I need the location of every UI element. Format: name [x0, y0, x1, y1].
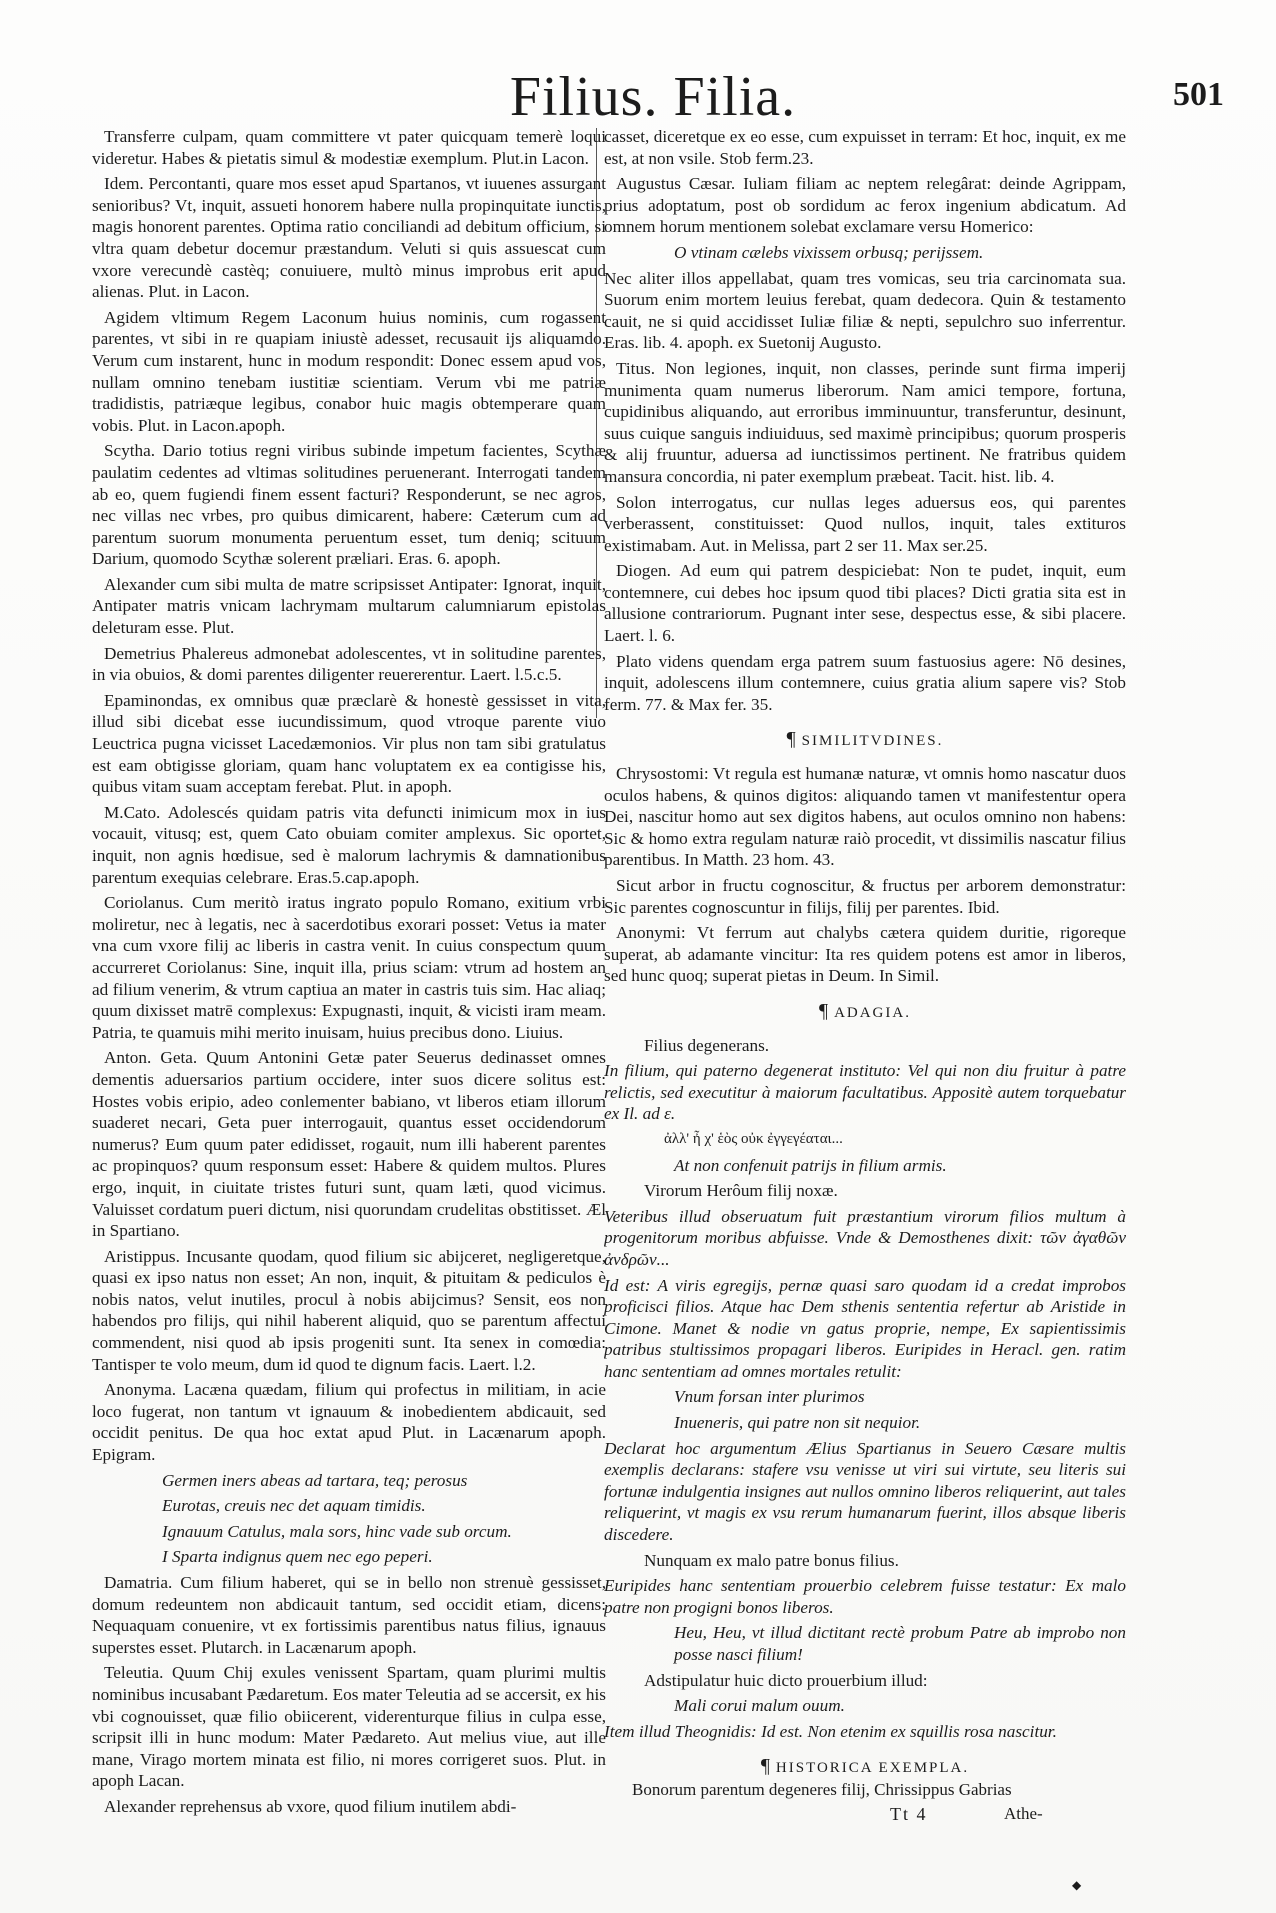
right-entry: casset, diceretque ex eo esse, cum expuisset in terram: Et hoc, inquit, ex me est, at non vsile. Stob ferm.23. [604, 127, 1126, 168]
right-entry: Augustus Cæsar. Iuliam filiam ac neptem relegârat: deinde Agrippam, prius adoptatum, post ob sordidum ac ferox ingenium abdicatum. Ad omnem horum mentionem solebat exclamare versu Homerico: [604, 174, 1126, 237]
adage-heading: Nunquam ex malo patre bonus filius. [644, 1550, 899, 1570]
section-heading-historica [604, 1756, 1126, 1780]
left-entry: Aristippus. Incusante quodam, quod filium sic abijceret, negligeretque, quasi ex ipso natus non esset; An non, inquit, & pituitam & pediculos è nobis natos, velut inutiles, procul à nobis abijcimus? Sensit, eos non habendos pro filijs, qui nihil haberent aliquid, quo se parentum affectui commendent, nisi quod ab ipsis progeniti sunt. Ita senex in comœdia: Tantisper te volo meum, dum id quod te dignum facis. Laert. l.2. [92, 1246, 606, 1374]
section-label: HISTORICA EXEMPLA. [775, 1760, 970, 1777]
pilcrow-icon: ¶ [786, 728, 796, 751]
pilcrow-icon: ¶ [760, 1755, 770, 1778]
right-entry: Titus. Non legiones, inquit, non classes, perinde sunt firma imperij munimenta quam numerus liberorum. Nam amici tempore, fortuna, cupidinibus aliquando, aut erroribus imminuuntur, transferuntur, desinunt, suus cuique sanguis indiuiduus, sed maximè principibus; quorum prosperis & alij fruuntur, aduersa ad iunctissimos pertinent. Ne fratribus quidem mansura concordia, ni pater exemplum præbeat. Tacit. hist. lib. 4. [604, 358, 1126, 486]
page-header [0, 62, 1276, 132]
right-last-line: Bonorum parentum degeneres filij, Chrissippus Gabrias [632, 1780, 1012, 1799]
adage-text: Id est: A viris egregijs, pernæ quasi saro quodam id a credat improbos proficisci filios. Atque hac Dem sthenis sententia refertur ab Aristide in Cimone. Manet & nodie vn gatus proprie, nempe, Ex sapientissimis patribus stultissimos propagari liberos. Euripides in Heracl. gen. ratim hanc sententiam ad omnes mortales retulit: [604, 1275, 1126, 1381]
epigram-line: Germen iners abeas ad tartara, teq; perosus [162, 1470, 468, 1490]
greek-quotation: ἀλλ' ἦ χ' ἑὸς οὐκ ἐγγεγέαται... [664, 1130, 843, 1147]
adage-heading: Filius degenerans. [644, 1035, 770, 1055]
left-entry: Alexander cum sibi multa de matre scripsisset Antipater: Ignorat, inquit, Antipater matris vnicam lachrymam multarum calumniarum epistolas deleturam esse. Plut. [92, 574, 606, 638]
left-entry: Idem. Percontanti, quare mos esset apud Spartanos, vt iuuenes assurgant senioribus? Vt, inquit, assueti honorem habere nulla propinquitate iunctis, magis honorent parentes. Optima ratio conciliandi ad debitum officium, si vltra quam debetur docemur præstandum. Veluti si quis assuescat cum vxore verecundè castèq; conuiuere, multò minus improbus erit apud alienas. Plut. in Lacon. [92, 174, 606, 302]
adage-text: Euripides hanc sententiam prouerbio celebrem fuisse testatur: Ex malo patre non progigni bonos liberos. [604, 1576, 1126, 1617]
signature-mark: Tt 4 [890, 1804, 928, 1824]
homeric-verse: O vtinam cælebs vixissem orbusq; perijssem. [674, 242, 984, 262]
left-entry: Anonyma. Lacæna quædam, filium qui profectus in militiam, in acie loco fugerat, non tantum vt ignauum & inobedientem abdicauit, sed occidit penitus. De qua hoc extat apud Plut. in Lacænarum apoph. Epigram. [92, 1380, 606, 1465]
section-heading-similitudines [604, 729, 1126, 753]
adage-line: Mali corui malum ouum. [674, 1696, 845, 1716]
adage-line: Inueneris, qui patre non sit nequior. [674, 1413, 921, 1433]
right-entry: Plato videns quendam erga patrem suum fastuosius agere: Nō desines, inquit, adolescens illum contemnere, cuius gratia alium sapere vis? Stob ferm. 77. & Max fer. 35. [604, 651, 1126, 714]
ink-speck: ◆ [1072, 1878, 1082, 1892]
right-column [604, 126, 1126, 1857]
left-entry: Demetrius Phalereus admonebat adolescentes, vt in solitudine parentes, in via obuios, & domi parentes diligenter reuererentur. Laert. l.5.c.5. [92, 643, 606, 685]
adage-text: Item illud Theognidis: Id est. Non etenim ex squillis rosa nascitur. [604, 1721, 1057, 1741]
pilcrow-icon: ¶ [819, 999, 829, 1022]
adage-intro: In filium, qui paterno degenerat instituto: Vel qui non diu fruitur à patre relictis, sed executitur à maiorum facultatibus. Appositè autem torquebatur ex Il. ad ε. [604, 1061, 1126, 1124]
right-entry: Diogen. Ad eum qui patrem despiciebat: Non te pudet, inquit, eum contemnere, cui debes hoc ipsum quod tibi places? Dicti gratia sita est in allusione contrariorum. Pugnant inter sese, despectus esse, & sibi placere. Laert. l. 6. [604, 561, 1126, 646]
right-entry: Solon interrogatus, cur nullas leges aduersus eos, qui parentes verberassent, constituisset: Quod nullos, inquit, tales extituros existimabam. Aut. in Melissa, part 2 ser 11. Max ser.25. [604, 492, 1126, 555]
epigram-line: I Sparta indignus quem nec ego peperi. [162, 1547, 433, 1567]
adage-line: Adstipulatur huic dicto prouerbium illud: [644, 1670, 928, 1690]
left-entry: Damatria. Cum filium haberet, qui se in bello non strenuè gessisset, domum redeuntem non abdicauit tantum, sed occidit etiam, dicens: Nequaquam conuenire, vt ex fortissimis parentibus natus filius, ignauus superstes esset. Plutarch. in Lacænarum apoph. [92, 1573, 606, 1657]
right-entry: Nec aliter illos appellabat, quam tres vomicas, seu tria carcinomata sua. Suorum enim mortem leuius ferebat, quam dedecora. Quin & testamento cauit, ne si quid accidisset Iuliæ filiæ & nepti, sepulchro suo inferrentur. Eras. lib. 4. apoph. ex Suetonij Augusto. [604, 268, 1126, 353]
right-entry: Chrysostomi: Vt regula est humanæ naturæ, vt omnis homo nascatur duos oculos habens, & quinos digitos: aliquando tamen vt manifestentur opera Dei, nascitur homo aut sex digitos habens, aut oculos omnino non habens: Sic & homo extra regulam naturæ raiò procedit, vt dissimilis nascatur filius parentibus. In Matth. 23 hom. 43. [604, 764, 1126, 870]
adage-line: Virorum Herôum filij noxæ. [644, 1181, 838, 1201]
left-entry: Agidem vltimum Regem Laconum huius nominis, cum rogassent parentes, vt sibi in re quapiam iniustè adesset, recusauit ijs aliquamdo. Verum cum instarent, hunc in modum respondit: Donec essem apud vos, nullam omnino tenebam iustitiæ scientiam. Verum vbi me patriæ tradidistis, patriæque legibus, conabor huic magis obtemperare quam vobis. Plut. in Lacon.apoph. [92, 307, 606, 435]
page-number: 501 [1173, 76, 1224, 113]
left-entry: Transferre culpam, quam committere vt pater quicquam temerè loqui videretur. Habes & pietatis simul & modestiæ exemplum. Plut.in Lacon. [92, 127, 606, 168]
section-label: ADAGIA. [834, 1004, 911, 1021]
left-entry: Epaminondas, ex omnibus quæ præclarè & honestè gessisset in vita, illud sibi dicebat esse iucundissimum, quod vtroque parente viuo Leuctrica pugna vicisset Lacedæmonios. Vir plus non tam sibi gratulatus est eam obtigisse gloriam, quam hanc voluptatem ex ea contigisse his, quibus vitam suam acceptam ferebat. Plut. in apoph. [92, 690, 606, 797]
epigram-line: Eurotas, creuis nec det aquam timidis. [162, 1496, 426, 1516]
adage-line: At non confenuit patrijs in filium armis. [674, 1155, 947, 1175]
left-entry: Teleutia. Quum Chij exules venissent Spartam, quam plurimi multis nominibus incusabant Pædaretum. Eos mater Teleutia ad se accersit, ex his vbi cognouisset, quæ filio obiicerent, viderenturque filius in culpa esse, scripsit illi in hunc modum: Mater Pædareto. Aut melius viue, aut ille mane, Virago mortem minata est filio, ni mores corrigeret suos. Plut. in apoph Lacan. [92, 1663, 606, 1791]
adage-text: Declarat hoc argumentum Ælius Spartianus in Seuero Cæsare multis exemplis declarans: stafere vsu venisse ut viri sui virtute, seu literis sui fortunæ indulgentia insignes aut nullos omnino liberos reliquerint, aut tales reliquerint, vt magis ex vsu rerum humanarum fuerint, illos absque liberis discedere. [604, 1438, 1126, 1545]
section-heading-adagia [604, 1001, 1126, 1025]
left-column [92, 126, 606, 1857]
left-entry: M.Cato. Adolescés quidam patris vita defuncti inimicum mox in ius vocauit, vitusq; est, quem Cato obuiam comiter amplexus. Sic oportet, inquit, non agnis hœdisue, sed è malorum lachrymis & damnationibus parentum exequias celebrare. Eras.5.cap.apoph. [92, 802, 606, 887]
left-entry: Alexander reprehensus ab vxore, quod filium inutilem abdi- [104, 1796, 517, 1816]
left-entry: Anton. Geta. Quum Antonini Getæ pater Seuerus dedinasset omnes dementis aduersarios partium occidere, inter suos dicere solitus est: Hostes vobis eripio, adeo conlementer babiano, vt liberos etiam illorum suaderet necari, Geta puer interrogauit, quantus esset occidendorum numerus? Eum quum pater edidisset, rogauit, num illi haberent parentes ac propinquos? quum responsum esset: Habere & quidem multos. Plures ergo, inquit, in ciuitate tristes futuri sunt, quam læti, quod vicimus. Valuisset cordatum pueri dictum, nisi quorundam crudelitas obstitisset. Æl in Spartiano. [92, 1048, 606, 1241]
running-title: Filius. Filia. [509, 66, 797, 128]
left-entry: Coriolanus. Cum meritò iratus ingrato populo Romano, exitium vrbi moliretur, nec à legatis, nec à sacerdotibus exorari posset: Vetus ia mater vna cum vxore filij ac liberis in castra venit. In cuius conspectum quum accurreret Coriolanus: Sine, inquit illa, prius sciam: vtrum ad hostem an ad filium venerim, & vtrum captiua an mater in castris tuis sim. Hac aliaq; quum dixisset matrē complexus: Expugnasti, inquit, & vicisti iram meam. Patria, te quamuis mihi merito inuisam, huius precibus dono. Liuius. [92, 893, 606, 1042]
right-entry: Sicut arbor in fructu cognoscitur, & fructus per arborem demonstratur: Sic parentes cognoscuntur in filijs, filij per parentes. Ibid. [604, 876, 1126, 917]
catchword: Athe- [1004, 1804, 1043, 1823]
adage-line: Heu, Heu, vt illud dictitant rectè probum Patre ab improbo non posse nasci filium! [674, 1623, 1126, 1664]
adage-line: Vnum forsan inter plurimos [674, 1387, 865, 1407]
section-label: SIMILITVDINES. [801, 733, 944, 750]
right-entry: Anonymi: Vt ferrum aut chalybs cætera quidem duritie, rigoreque superat, ab adamante vincitur: Ita res quidem potens est amor in liberos, sed hunc quoq; superat pietas in Deum. In Simil. [604, 923, 1126, 986]
epigram-line: Ignauum Catulus, mala sors, hinc vade sub orcum. [162, 1521, 512, 1541]
adage-text: Veteribus illud obseruatum fuit præstantium virorum filios multum à progenitorum moribus abfuisse. Vnde & Demosthenes dixit: τῶν ἀγαθῶν ἀνδρῶν... [604, 1206, 1126, 1269]
left-entry: Scytha. Dario totius regni viribus subinde impetum facientes, Scythæ paulatim cedentes ad vltimas solitudines peruenerant. Interrogati tandem ab eo, quem fugiendi finem essent facturi? Responderunt, se nec agros, nec villas nec vrbes, pro quibus dimicarent, habere: Cæterum cum ad parentum suorum monumenta peruentum esset, tum deniq; scituum Darium, quomodo Scythæ solerent præliari. Eras. 6. apoph. [92, 441, 606, 569]
